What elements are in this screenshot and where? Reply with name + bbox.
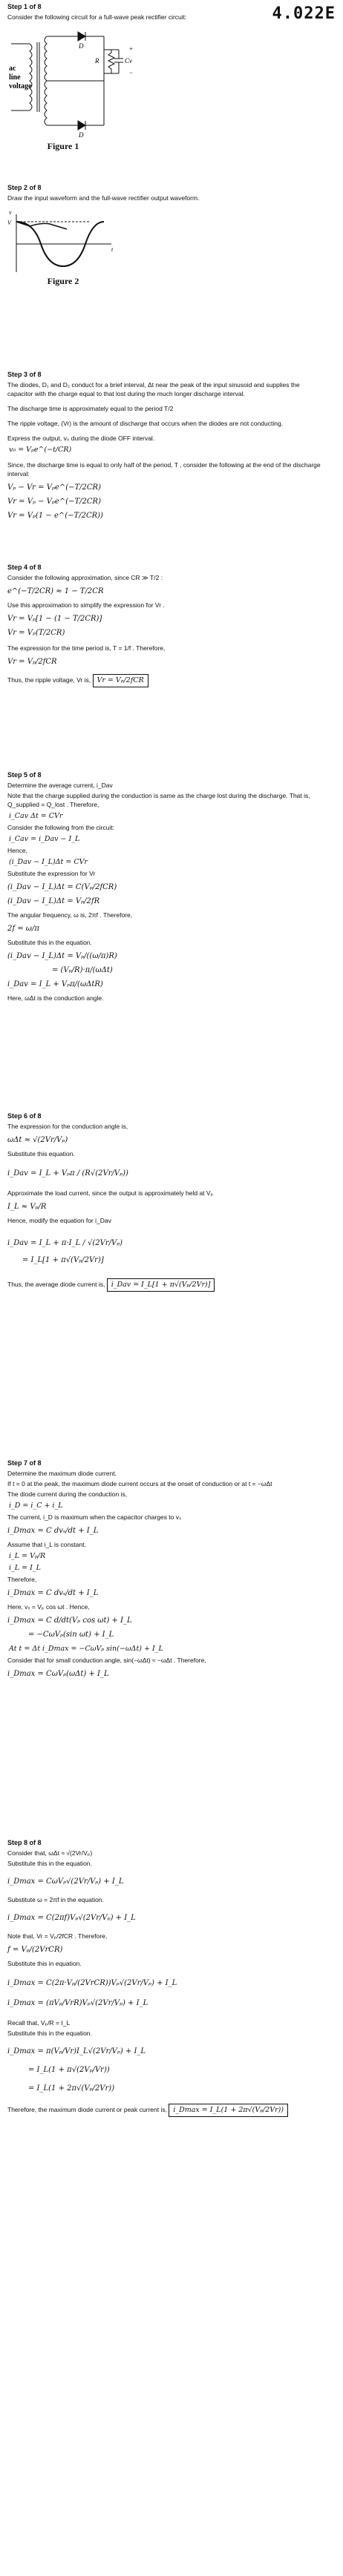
step-text: Express the output, v₀ during the diode OFF interval. [7,435,155,442]
r-label: R [95,57,99,65]
answer-box: i_Dav = I_L[1 + π√(Vₚ/2Vr)] [107,1278,215,1292]
equation: i_Dmax = C dvₛ/dt + I_L [7,1527,99,1535]
equation: Vr = Vₚ/2fCR [7,658,57,666]
step-text: Note that the charge supplied during the conduction is same as the charge lost during the discharge. That is, Q_supplied = Q_lost . Therefore, [7,792,310,808]
equation: = I_L(1 + π√(2Vₚ/Vr)) [28,2066,110,2074]
step-title: Step 3 of 8 [7,371,42,378]
plus-label: + [129,45,134,53]
equation: (i_Dav − I_L)Δt = C(Vₚ/2fCR) [7,883,117,891]
step-text: The discharge time is approximately equal to the period T/2 [7,405,174,412]
step-title: Step 7 of 8 [7,1459,42,1467]
step-title: Step 4 of 8 [7,564,42,571]
step-title: Step 2 of 8 [7,184,42,191]
step-2 [7,184,327,287]
step-text: Use this approximation to simplify the expression for Vr . [7,601,165,609]
equation: i_Dav = I_L + Vₚπ/(ωΔtR) [7,980,103,988]
step-text: The diode current during the conduction is, [7,1490,128,1498]
step-text: Thus, the ripple voltage, Vr is, [7,676,91,684]
step-text: Recall that, Vₚ/R = I_L [7,2019,71,2027]
vs-vo-label: v [9,209,12,216]
figure-caption: Figure 1 [47,141,79,151]
equation: = −CωVₚ(sin ωt) + I_L [28,1631,114,1639]
equation: v₀ = Vₚe^(−t/CR) [9,446,72,454]
minus-label: − [129,69,134,76]
equation: i_Dmax = π(Vₚ/Vr)I_L√(2Vr/Vₚ) + I_L [7,2047,146,2055]
equation: = (Vₚ/R)·π/(ωΔt) [52,966,113,974]
equation: = I_L[1 + π√(Vₚ/2Vr)] [22,1256,104,1264]
step-text: The expression for the time period is, T = 1/f . Therefore, [7,644,166,652]
equation: (i_Dav − I_L)Δt = Vₚ/2fR [7,897,100,905]
step-text: Substitute ω = 2πf in the equation. [7,1896,104,1903]
waveform-figure [7,207,119,274]
step-text: If t = 0 at the peak, the maximum diode current occurs at the onset of conduction or at t = −ωΔt [7,1480,272,1487]
equation: i_D = i_C + i_L [9,1502,63,1510]
equation: e^(−T/2CR) ≈ 1 − T/2CR [7,587,104,595]
step-text: Consider that for small conduction angle, sin(−ωΔt) ≈ −ωΔt . Therefore, [7,1657,206,1664]
d1-label: D [79,42,84,50]
step-text: The diodes, D₁ and D₂ conduct for a brief interval, Δt near the peak of the input sinusoid and supplies the capacitor with the charge equal to that lost during the much longer discharge interval. [7,381,300,397]
equation: i_Dav = I_L + π·I_L / √(2Vr/Vₚ) [7,1239,123,1247]
step-3 [7,371,327,525]
step-text: The current, i_D is maximum when the capacitor charges to vₛ [7,1513,182,1521]
vo-label: v [129,57,132,65]
step-text: Assume that i_L is constant. [7,1541,86,1548]
equation: i_L = Vₚ/R [9,1552,46,1560]
equation: Vr = Vₚ − Vₚe^(−T/2CR) [7,498,101,506]
voltage-label: voltage [9,82,32,90]
equation: I_L ≈ Vₚ/R [7,1203,47,1211]
c-label: C [125,57,130,65]
step-7 [7,1459,327,1683]
step-text: Consider the following from the circuit: [7,824,115,831]
step-text: Consider the following approximation, since CR ≫ T/2 : [7,574,163,581]
equation: = I_L(1 + 2π√(Vₚ/2Vr)) [28,2084,115,2093]
step-text: Draw the input waveform and the full-wave rectifier output waveform. [7,194,200,202]
equation: (i_Dav − I_L)Δt = Vₚ/((ω/π)R) [7,952,117,960]
step-text: Substitute this in the equation. [7,939,92,946]
vp-label: V [7,219,11,226]
step-4 [7,564,327,689]
figure-caption: Figure 2 [47,276,79,286]
step-text: Therefore, [7,1576,37,1583]
step-5 [7,771,327,1004]
step-text: Thus, the average diode current is, [7,1281,105,1288]
step-text: Here, vₛ = Vₚ cos ωt . Hence, [7,1603,90,1611]
full-wave-rectifier-circuit-figure [7,27,141,139]
equation: i_Cav Δt = CVr [9,812,63,820]
step-text: Substitute this equation. [7,1150,75,1157]
step-text: Since, the discharge time is equal to only half of the period, T , consider the following at the end of the discharge interval: [7,461,321,478]
equation: Vr = Vₚ[1 − (1 − T/2CR)] [7,615,102,623]
equation: Vr = Vₚ(1 − e^(−T/2CR)) [7,512,103,520]
step-1 [7,3,327,152]
step-text: Determine the average current, i_Dav [7,782,113,789]
equation: i_Dmax = (πVₚ/VrR)Vₚ√(2Vr/Vₚ) + I_L [7,1999,148,2007]
step-6 [7,1112,327,1293]
step-text: Therefore, the maximum diode current or peak current is, [7,2106,167,2113]
step-title: Step 6 of 8 [7,1112,42,1120]
equation: i_L = I_L [9,1564,41,1572]
step-text: Approximate the load current, since the output is approximately held at Vₚ [7,1189,214,1197]
ac-label: ac [9,65,16,73]
step-title: Step 8 of 8 [7,1839,42,1846]
step-text: Determine the maximum diode current. [7,1470,117,1477]
step-text: Substitute this in the equation. [7,2030,92,2037]
equation: Vₚ − Vr = Vₚe^(−T/2CR) [7,483,101,492]
equation: i_Cav = i_Dav − I_L [9,835,80,843]
step-text: Here, ωΔt is the conduction angle. [7,994,104,1002]
step-8 [7,1839,327,2118]
step-text: Note that, Vr = Vₚ/2fCR . Therefore, [7,1932,108,1940]
step-text: The expression for the conduction angle is, [7,1123,128,1130]
equation: At t = Δt i_Dmax = −CωVₚ sin(−ωΔt) + I_L [9,1645,163,1653]
equation: (i_Dav − I_L)Δt = CVr [9,858,88,866]
equation: i_Dmax = C(2π·Vₚ/(2VrCR))Vₚ√(2Vr/Vₚ) + I_L [7,1979,177,1987]
equation: i_Dav = I_L + Vₚπ / (R√(2Vr/Vₚ)) [7,1169,128,1178]
equation: i_Dmax = C dvₛ/dt + I_L [7,1589,99,1597]
line-label: line [9,73,21,82]
step-text: Hence, [7,847,27,854]
step-text: The ripple voltage, (Vr) is the amount of discharge that occurs when the diodes are not conducting. [7,420,284,427]
equation: i_Dmax = CωVₚ(ωΔt) + I_L [7,1670,109,1678]
equation: i_Dmax = C(2πf)Vₚ√(2Vr/Vₚ) + I_L [7,1914,136,1922]
step-text: Substitute the expression for Vr [7,870,96,877]
step-text: Substitute this in the equation. [7,1860,92,1867]
step-text: The angular frequency, ω is, 2πf . Therefore, [7,911,133,919]
step-text: Substitute this in equation. [7,1960,82,1967]
t-axis-label: t [111,246,114,253]
step-text: Consider that, ωΔt ≈ √(2Vr/Vₚ) [7,1849,93,1857]
answer-box: i_Dmax = I_L(1 + 2π√(Vₚ/2Vr)) [169,2104,288,2117]
equation: 2f = ω/π [7,925,39,933]
equation: Vr = Vₚ(T/2CR) [7,629,65,637]
equation: i_Dmax = CωVₚ√(2Vr/Vₚ) + I_L [7,1877,124,1886]
step-title: Step 5 of 8 [7,771,42,779]
equation: ωΔt ≈ √(2Vr/Vₚ) [7,1136,68,1144]
problem-number-badge: 4.022E [272,4,336,23]
equation: f = Vₚ/(2VrCR) [7,1946,63,1954]
d2-label: D [79,131,84,139]
equation: i_Dmax = C d/dt(Vₚ cos ωt) + I_L [7,1616,132,1625]
answer-box: Vr = Vₚ/2fCR [93,674,148,687]
step-title: Step 1 of 8 [7,3,42,10]
step-text: Hence, modify the equation for i_Dav [7,1217,111,1224]
step-text: Consider the following circuit for a full-wave peak rectifier circuit: [7,13,187,21]
